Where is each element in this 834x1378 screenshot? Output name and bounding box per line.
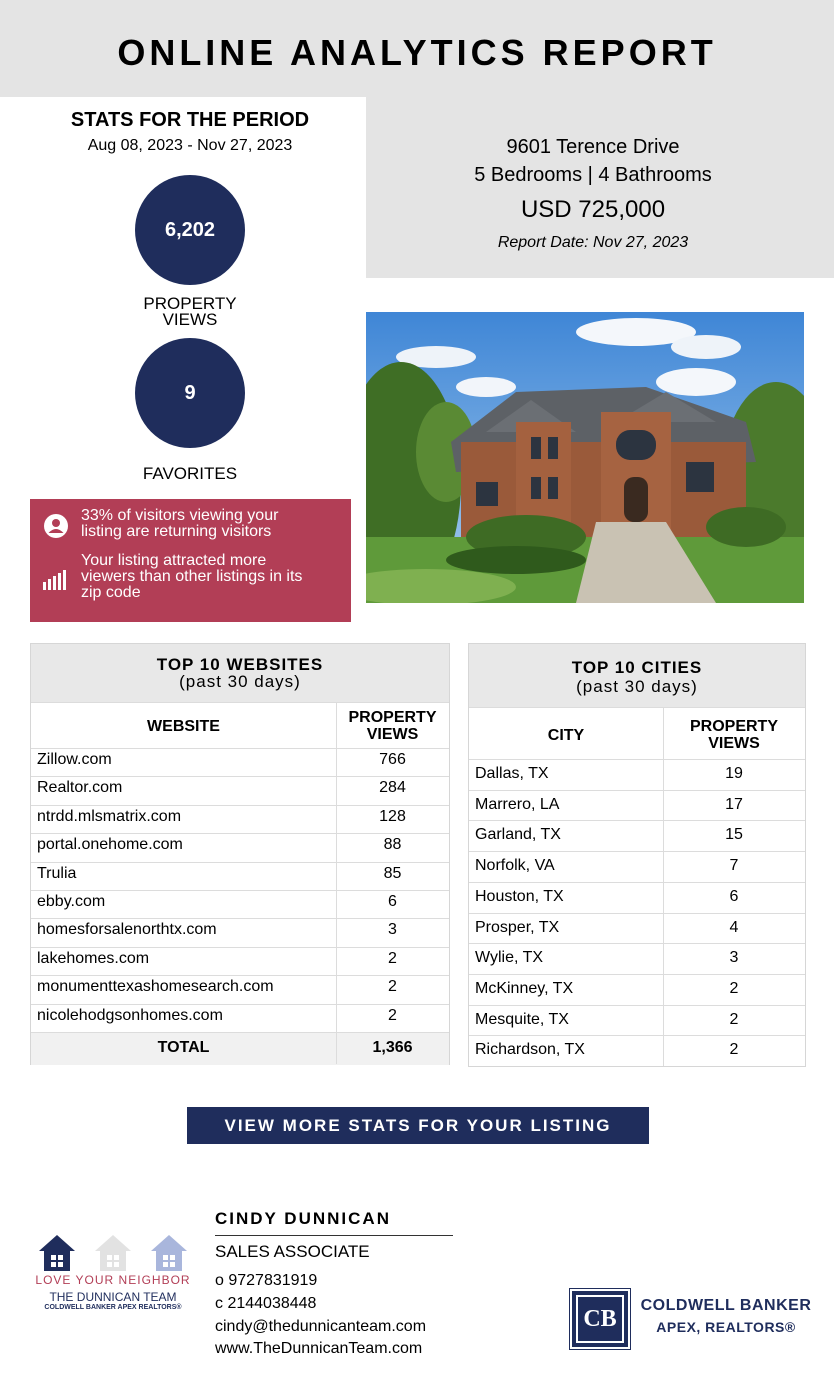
website-views: 766 bbox=[379, 751, 406, 768]
website-row bbox=[31, 748, 449, 777]
city-name: Garland, TX bbox=[475, 826, 561, 844]
city-row bbox=[469, 974, 805, 1006]
property-views-label-line1: PROPERTY bbox=[143, 294, 237, 313]
website-views: 2 bbox=[388, 949, 397, 967]
property-views-value: 6,202 bbox=[164, 218, 216, 241]
website-views: 2 bbox=[388, 978, 397, 996]
website-column-label: WEBSITE bbox=[147, 718, 220, 735]
city-name: McKinney, TX bbox=[475, 979, 574, 997]
website-name: ntrdd.mlsmatrix.com bbox=[37, 807, 182, 825]
returning-visitors-row bbox=[30, 507, 351, 547]
website-row bbox=[31, 805, 449, 834]
website-row bbox=[31, 833, 449, 862]
cities-table-subtitle: (past 30 days) bbox=[576, 677, 698, 696]
website-row bbox=[31, 776, 449, 805]
website-row bbox=[31, 890, 449, 919]
city-name: Norfolk, VA bbox=[475, 857, 555, 875]
websites-table-subtitle: (past 30 days) bbox=[179, 672, 301, 691]
city-views: 4 bbox=[729, 918, 739, 936]
website-name: homesforsalenorthtx.com bbox=[37, 921, 217, 939]
website-row bbox=[31, 947, 449, 976]
website-views: 284 bbox=[379, 779, 406, 797]
city-views: 17 bbox=[725, 795, 743, 813]
property-views-circle bbox=[135, 175, 245, 285]
team-name: THE DUNNICAN TEAM bbox=[49, 1290, 177, 1304]
website-name: lakehomes.com bbox=[37, 949, 150, 967]
city-column-label: CITY bbox=[547, 727, 585, 744]
favorites-label: FAVORITES bbox=[142, 464, 238, 483]
city-row bbox=[469, 913, 805, 945]
cities-table-title: TOP 10 CITIES bbox=[571, 658, 703, 677]
returning-line2: listing are returning visitors bbox=[81, 523, 272, 540]
stats-period: Aug 08, 2023 - Nov 27, 2023 bbox=[87, 137, 293, 154]
bar-chart-icon bbox=[42, 568, 70, 590]
stats-title: STATS FOR THE PERIOD bbox=[70, 109, 310, 131]
city-views: 7 bbox=[729, 857, 739, 875]
city-row bbox=[469, 851, 805, 883]
city-views: 2 bbox=[729, 1010, 739, 1028]
website-views: 128 bbox=[379, 807, 406, 825]
website-name: Zillow.com bbox=[37, 751, 112, 768]
attracted-viewers-text bbox=[81, 553, 343, 601]
returning-visitors-text bbox=[81, 508, 343, 540]
city-name: Richardson, TX bbox=[475, 1041, 585, 1059]
team-brokerage: COLDWELL BANKER APEX REALTORS® bbox=[44, 1304, 182, 1311]
website-views: 3 bbox=[388, 921, 397, 939]
city-row bbox=[469, 882, 805, 914]
city-name: Dallas, TX bbox=[475, 765, 549, 782]
city-views: 2 bbox=[729, 979, 739, 997]
city-views: 15 bbox=[725, 826, 743, 844]
property-photo bbox=[366, 312, 804, 603]
agent-divider bbox=[215, 1235, 453, 1236]
report-date: Report Date: Nov 27, 2023 bbox=[497, 234, 689, 251]
cb-brand-line1: COLDWELL BANKER bbox=[640, 1297, 812, 1314]
property-rooms: 5 Bedrooms | 4 Bathrooms bbox=[474, 164, 712, 186]
website-total-row bbox=[31, 1032, 449, 1065]
city-views: 19 bbox=[725, 765, 743, 782]
city-row bbox=[469, 759, 805, 791]
agent-email-link[interactable]: cindy@thedunnicanteam.com bbox=[215, 1318, 427, 1335]
view-more-stats-button[interactable]: VIEW MORE STATS FOR YOUR LISTING bbox=[187, 1107, 649, 1144]
website-name: monumenttexashomesearch.com bbox=[37, 978, 274, 996]
agent-name: CINDY DUNNICAN bbox=[215, 1209, 391, 1228]
city-views: 3 bbox=[729, 949, 739, 967]
website-views: 85 bbox=[383, 864, 402, 882]
city-name: Marrero, LA bbox=[475, 795, 560, 813]
website-views-col-line1: PROPERTY bbox=[348, 709, 437, 726]
city-views-col-line1: PROPERTY bbox=[689, 718, 778, 735]
attracted-viewers-row bbox=[30, 552, 351, 612]
website-row bbox=[31, 1004, 449, 1033]
website-name: ebby.com bbox=[37, 893, 106, 910]
website-name: nicolehodgsonhomes.com bbox=[37, 1006, 223, 1024]
report-title: ONLINE ANALYTICS REPORT bbox=[117, 32, 717, 73]
website-views: 88 bbox=[383, 836, 402, 854]
team-logo bbox=[30, 1230, 200, 1320]
returning-line1: 33% of visitors viewing your bbox=[81, 507, 279, 524]
websites-table bbox=[30, 643, 450, 1065]
cities-table bbox=[468, 643, 806, 1067]
city-views: 2 bbox=[729, 1041, 739, 1059]
website-row bbox=[31, 918, 449, 947]
websites-column-divider bbox=[336, 702, 337, 1064]
total-value: 1,366 bbox=[372, 1039, 413, 1056]
house-lavender-icon bbox=[149, 1233, 189, 1273]
websites-column-header bbox=[31, 702, 449, 749]
cities-column-header bbox=[469, 707, 805, 760]
city-views: 6 bbox=[729, 887, 739, 905]
cities-column-divider bbox=[663, 707, 664, 1066]
website-row bbox=[31, 862, 449, 891]
website-row bbox=[31, 975, 449, 1004]
city-row bbox=[469, 943, 805, 975]
websites-table-title: TOP 10 WEBSITES bbox=[156, 655, 324, 674]
cities-table-header bbox=[469, 644, 805, 707]
agent-role: SALES ASSOCIATE bbox=[215, 1242, 370, 1261]
city-name: Houston, TX bbox=[475, 887, 564, 905]
agent-office-phone[interactable]: o 9727831919 bbox=[215, 1272, 318, 1289]
property-views-label-line2: VIEWS bbox=[162, 310, 218, 329]
website-name: portal.onehome.com bbox=[37, 836, 183, 854]
city-views-col-line2: VIEWS bbox=[708, 735, 760, 752]
city-row bbox=[469, 820, 805, 852]
website-name: Realtor.com bbox=[37, 779, 123, 797]
property-price: USD 725,000 bbox=[520, 196, 666, 223]
attract-line1: Your listing attracted more bbox=[81, 552, 267, 569]
agent-website-link[interactable]: www.TheDunnicanTeam.com bbox=[215, 1340, 423, 1357]
city-row bbox=[469, 1005, 805, 1037]
total-label: TOTAL bbox=[157, 1039, 210, 1056]
website-views: 2 bbox=[388, 1006, 397, 1024]
city-name: Prosper, TX bbox=[475, 918, 560, 936]
website-views: 6 bbox=[388, 893, 397, 910]
team-tagline: LOVE YOUR NEIGHBOR bbox=[35, 1273, 191, 1287]
city-name: Mesquite, TX bbox=[475, 1010, 569, 1028]
website-views-column-label bbox=[336, 709, 449, 743]
cb-brand-line2: APEX, REALTORS® bbox=[656, 1319, 796, 1335]
city-row bbox=[469, 790, 805, 822]
city-name: Wylie, TX bbox=[475, 949, 544, 967]
city-views-column-label bbox=[663, 718, 805, 752]
websites-table-header bbox=[31, 644, 449, 702]
favorites-circle bbox=[135, 338, 245, 448]
insights-box bbox=[30, 499, 351, 622]
attract-line2: viewers than other listings in its bbox=[81, 568, 303, 585]
favorites-value: 9 bbox=[184, 381, 196, 404]
website-views-col-line2: VIEWS bbox=[366, 726, 419, 743]
city-row bbox=[469, 1035, 805, 1067]
attract-line3: zip code bbox=[81, 584, 141, 601]
property-views-label bbox=[0, 296, 380, 328]
agent-cell-phone[interactable]: c 2144038448 bbox=[215, 1295, 317, 1312]
house-illustration bbox=[366, 312, 804, 603]
cb-monogram-logo bbox=[570, 1289, 630, 1349]
house-navy-icon bbox=[37, 1233, 77, 1273]
cb-monogram: CB bbox=[576, 1295, 624, 1343]
website-name: Trulia bbox=[37, 864, 77, 882]
property-address: 9601 Terence Drive bbox=[506, 136, 680, 158]
returning-visitor-icon bbox=[42, 512, 70, 540]
house-light-gray-icon bbox=[93, 1233, 133, 1273]
